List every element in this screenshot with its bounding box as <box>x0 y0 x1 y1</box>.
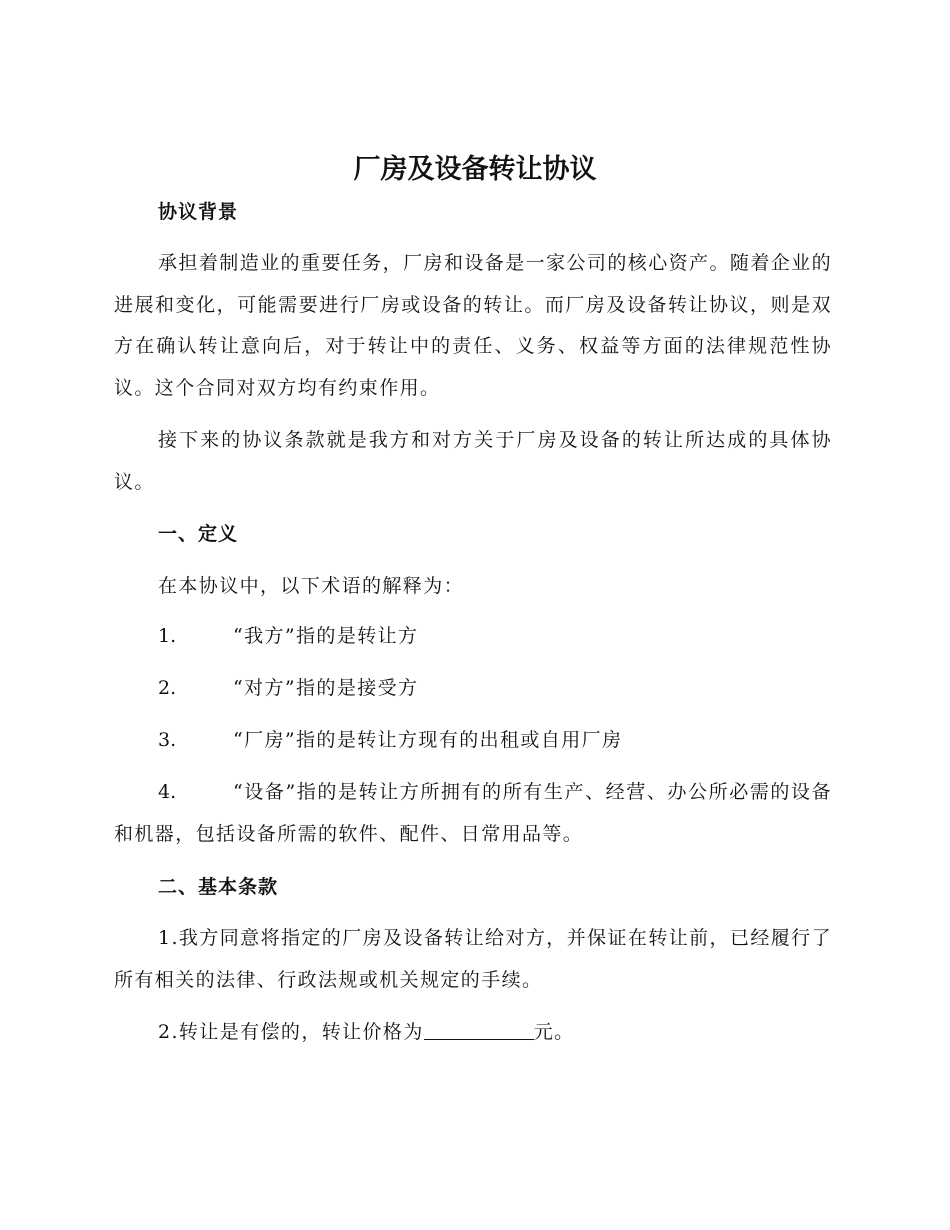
definition-text: “我方”指的是转让方 <box>233 625 419 647</box>
clause-2-prefix: 2.转让是有偿的，转让价格为 <box>158 1021 424 1043</box>
background-paragraph-2: 接下来的协议条款就是我方和对方关于厂房及设备的转让所达成的具体协议。 <box>114 429 832 493</box>
price-blank-field[interactable] <box>424 1017 534 1040</box>
list-number: 4. <box>158 781 177 803</box>
background-paragraph-1: 承担着制造业的重要任务，厂房和设备是一家公司的核心资产。随着企业的进展和变化，可能需要进行厂房或设备的转让。而厂房及设备转让协议，则是双方在确认转让意向后，对于转让中的责任、义务、权益等方面的法律规范性协议。这个合同对双方均有约束作用。 <box>114 252 832 399</box>
section-heading-background: 协议背景 <box>158 201 239 223</box>
list-number: 2. <box>158 677 177 699</box>
definition-text: “厂房”指的是转让方现有的出租或自用厂房 <box>233 729 623 751</box>
list-number: 1. <box>158 625 177 647</box>
section-heading-definitions: 一、定义 <box>158 523 239 545</box>
basic-terms-clause-1: 1.我方同意将指定的厂房及设备转让给对方，并保证在转让前，已经履行了所有相关的法律、行政法规或机关规定的手续。 <box>114 927 832 991</box>
definition-item-2 <box>114 668 832 710</box>
basic-terms-clause-2 <box>114 1012 832 1054</box>
definitions-intro: 在本协议中，以下术语的解释为： <box>158 575 465 597</box>
clause-2-suffix: 元。 <box>533 1021 575 1043</box>
definition-item-3 <box>114 720 832 762</box>
list-number: 3. <box>158 729 177 751</box>
document-title: 厂房及设备转让协议 <box>353 154 597 185</box>
definition-text: “设备”指的是转让方所拥有的所有生产、经营、办公所必需的设备和机器，包括设备所需的软件、配件、日常用品等。 <box>114 781 832 845</box>
definition-item-4 <box>114 772 832 855</box>
definition-text: “对方”指的是接受方 <box>233 677 419 699</box>
definition-item-1 <box>114 616 832 658</box>
section-heading-basic-terms: 二、基本条款 <box>158 876 279 898</box>
